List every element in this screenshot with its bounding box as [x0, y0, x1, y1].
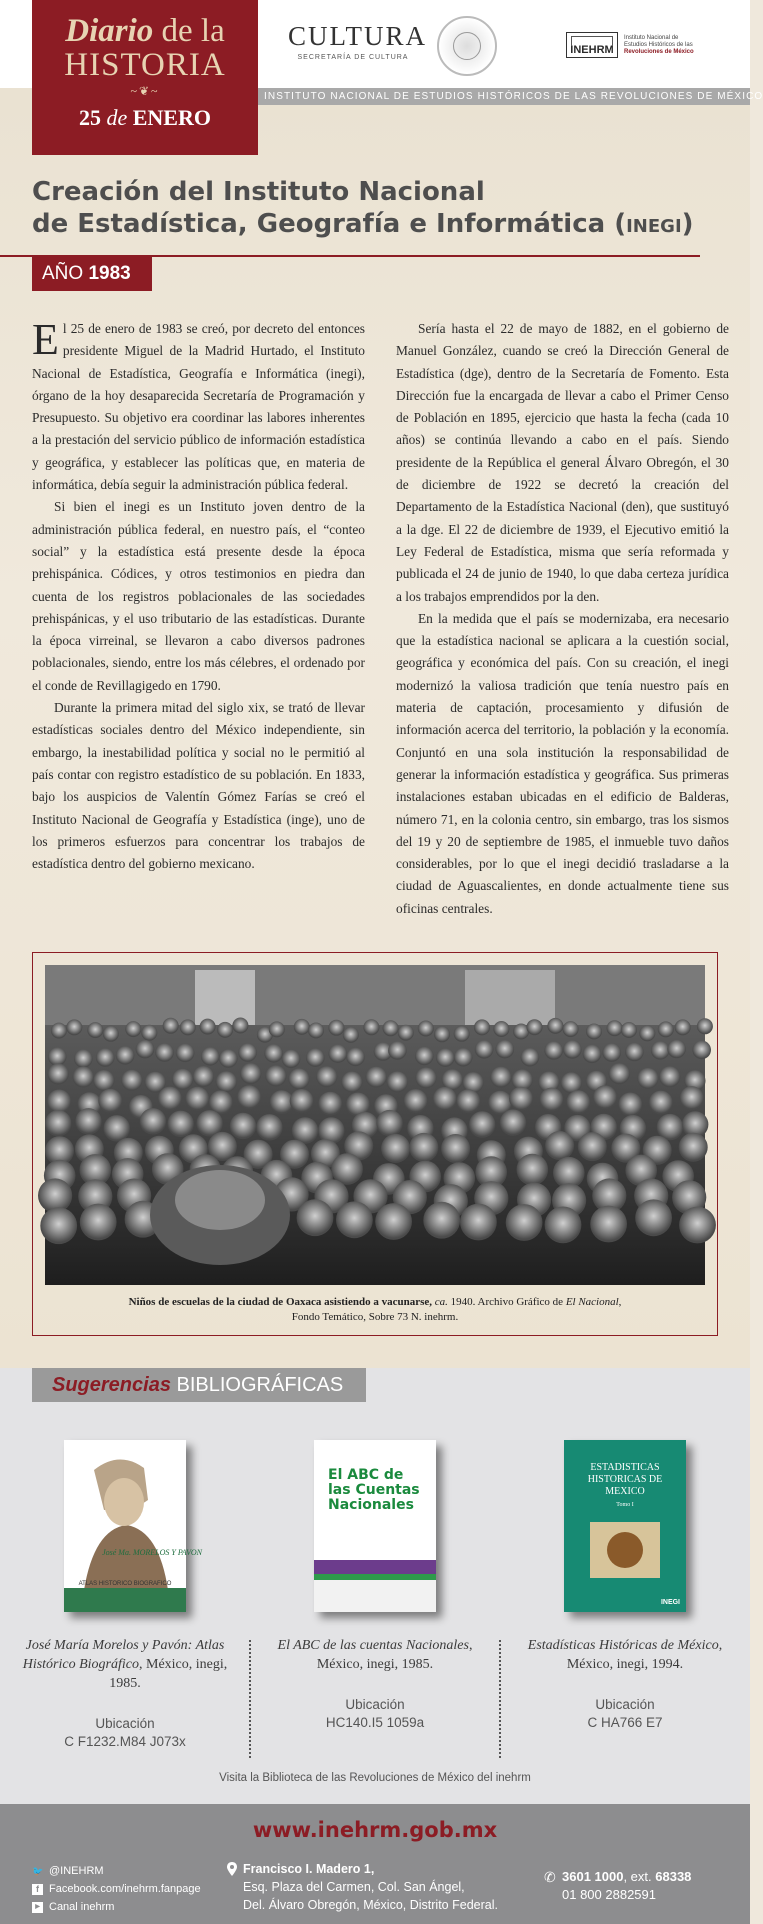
- inehrm-name: [624, 35, 694, 56]
- cultura-title: CULTURA: [288, 21, 428, 51]
- cover-title: ESTADISTICAS HISTORICAS DE MEXICO: [587, 1462, 663, 1497]
- book-cover-morelos[interactable]: [64, 1440, 202, 1612]
- caption-newspaper: El Nacional: [565, 1296, 619, 1308]
- cover-volume: Tomo I: [616, 1502, 634, 1508]
- book-list: [0, 1440, 750, 1751]
- book-cover-estadisticas[interactable]: [564, 1440, 686, 1612]
- social-links: [32, 1862, 201, 1916]
- book-title: [0, 1636, 250, 1693]
- portrait-icon: [64, 1440, 202, 1612]
- inehrm-logo[interactable]: [566, 32, 694, 58]
- location-label: Ubicación: [345, 1697, 405, 1712]
- book-title-pub: , México, inegi, 1985.: [316, 1638, 473, 1672]
- badge-title: [32, 14, 258, 48]
- article-body: [32, 315, 729, 920]
- year-value: 1983: [88, 263, 131, 284]
- year-label: AÑO: [42, 263, 84, 284]
- footer: [0, 1804, 750, 1924]
- year-badge: [32, 257, 152, 291]
- caption-archive: 1940. Archivo Gráfico de: [450, 1296, 564, 1308]
- badge-historia: HISTORIA: [64, 47, 226, 83]
- cultura-logo[interactable]: [288, 21, 428, 61]
- twitter-handle: @INEHRM: [49, 1865, 104, 1877]
- cover-publisher: INEGI: [660, 1599, 680, 1606]
- badge-dela: de la: [153, 13, 225, 49]
- phone-main: 3601 1000: [562, 1869, 624, 1884]
- coin-image: [590, 1522, 660, 1578]
- dotted-divider: [499, 1640, 501, 1758]
- book-item[interactable]: [0, 1440, 250, 1751]
- facebook-link[interactable]: [32, 1880, 201, 1898]
- book-location: [0, 1715, 250, 1751]
- location-label: Ubicación: [95, 1716, 155, 1731]
- bibliography-heading: [32, 1368, 366, 1402]
- address: [243, 1860, 498, 1914]
- date-de: de: [106, 105, 128, 130]
- paragraph: Sería hasta el 22 de mayo de 1882, en el gobierno de Manuel González, cuando se creó la Dirección General de Estadística (dge), dentro de la Secretaría de Fomento. Esta Dirección fue la encargada de llevar a cabo el Primer Censo de Población en 1895, ejercicio que hasta la fecha (cada 10 años) se continúa llevando a cabo en el país. Siendo presidente de la República el general Álvaro Obregón, el 30 de diciembre de 1922 se decretó la creación del Departamento de la Estadística Nacional (den), que sustituyó a la dge. El 22 de diciembre de 1939, el Ejecutivo emitió la Ley Federal de Estadística, misma que sería reformada y publicada el 24 de junio de 1940, lo que daba certeza jurídica a los trabajos emprendidos por la den.: [396, 321, 729, 604]
- paragraph: Si bien el inegi es un Instituto joven dentro de la administración pública federal, en nuestro país, el “conteo social” y la estadística está presente desde la época prehispánica. Códices, y otros testimonios en piedra dan cuenta de los registros poblacionales de las sociedades prehispánicas, y el uso tributario de las estadísticas. Durante la época virreinal, se llevaron a cabo diversos padrones poblacionales, siendo, entre los más célebres, el ordenado por el conde de Revillagigedo en 1790.: [32, 499, 365, 693]
- phone-numbers: [544, 1868, 692, 1904]
- badge-date: [32, 105, 258, 131]
- book-location: [250, 1696, 500, 1732]
- phone-ext: 68338: [655, 1869, 692, 1884]
- library-note: Visita la Biblioteca de las Revoluciones de México del inehrm: [219, 1772, 531, 1784]
- book-cover-abc[interactable]: [314, 1440, 436, 1612]
- date-month: ENERO: [132, 105, 211, 130]
- paragraph-text: l 25 de enero de 1983 se creó, por decreto del entonces presidente Miguel de la Madrid Hurtado, el Instituto Nacional de Estadística, Geografía e Informática (inegi), órgano de la hoy desaparecida Secretaría de Programación y Presupuesto. Su objetivo era coordinar las labores inherentes a la prestación del servicio público de información estadística y geográfica, y establecer las políticas que, en materia de informática, debía seguir la administración pública federal.: [32, 321, 365, 493]
- inehrm-name-line1: Instituto Nacional de: [624, 34, 679, 41]
- svg-text:ATLAS HISTORICO BIOGRAFICO: ATLAS HISTORICO BIOGRAFICO: [78, 1581, 172, 1587]
- title-acronym: inegi: [626, 209, 682, 239]
- website-link[interactable]: www.inehrm.gob.mx: [252, 1818, 498, 1842]
- book-title-main: El ABC de las cuentas Nacionales: [277, 1638, 469, 1653]
- inehrm-name-line2: Estudios Históricos de las: [624, 41, 693, 48]
- heading-sugerencias: Sugerencias: [52, 1374, 171, 1396]
- paragraph: [32, 315, 365, 496]
- cultura-subtitle: SECRETARÍA DE CULTURA: [297, 54, 409, 61]
- location-label: Ubicación: [595, 1697, 655, 1712]
- location-code: HC140.I5 1059a: [325, 1715, 425, 1730]
- youtube-channel: Canal inehrm: [49, 1901, 115, 1913]
- phone-icon: ✆: [544, 1869, 556, 1885]
- date-day: 25: [78, 105, 101, 130]
- drop-cap: E: [32, 315, 59, 364]
- page-title: [32, 176, 722, 240]
- svg-text:José Ma. MORELOS Y PAVON: José Ma. MORELOS Y PAVON: [102, 1548, 202, 1557]
- inehrm-logo-text: INEHRM: [570, 44, 614, 56]
- photo-caption: Niños de escuelas de la ciudad de Oaxaca asistiendo a vacunarse, ca. 1940. Archivo Gráfico de El Nacional, Fondo Temático, Sobre 73 N. inehrm.: [128, 1296, 622, 1323]
- book-item[interactable]: [250, 1440, 500, 1751]
- caption-main: Niños de escuelas de la ciudad de Oaxaca asistiendo a vacunarse,: [128, 1296, 432, 1308]
- book-title-main: José María Morelos y Pavón: Atlas Histórico Biográfico: [22, 1638, 225, 1672]
- address-street: Francisco I. Madero 1,: [243, 1862, 375, 1876]
- book-location: [500, 1696, 750, 1732]
- dotted-divider: [249, 1640, 251, 1758]
- address-line2: Esq. Plaza del Carmen, Col. San Ángel,: [243, 1880, 465, 1894]
- phone-ext-label: , ext.: [623, 1869, 652, 1884]
- diario-badge: [32, 0, 258, 155]
- location-code: C HA766 E7: [587, 1715, 663, 1730]
- book-title: [250, 1636, 500, 1674]
- caption-line2: Fondo Temático, Sobre 73 N. inehrm.: [291, 1311, 459, 1323]
- cover-title: El ABC de las Cuentas Nacionales: [328, 1467, 420, 1513]
- inehrm-name-line3: Revoluciones de México: [624, 48, 694, 55]
- national-seal-icon: [437, 16, 497, 76]
- historical-photo[interactable]: [45, 965, 705, 1285]
- youtube-icon: ▶: [32, 1902, 43, 1913]
- youtube-link[interactable]: [32, 1898, 201, 1916]
- book-item[interactable]: [500, 1440, 750, 1751]
- children-crowd-image: [45, 965, 705, 1285]
- heading-bibliograficas: BIBLIOGRÁFICAS: [176, 1374, 344, 1396]
- institute-strip: INSTITUTO NACIONAL DE ESTUDIOS HISTÓRICOS DE LAS REVOLUCIONES DE MÉXICO: [258, 88, 750, 105]
- paragraph: Durante la primera mitad del siglo xix, se trató de llevar estadísticas sociales dentro del México independiente, sin embargo, la inestabilidad política y social no le permitió al país contar con registro estadístico de su población. En 1833, bajo los auspicios de Valentín Gómez Farías se creó el Instituto Nacional de Geografía y Estadística (inge), uno de los primeros esfuerzos para concentrar los trabajos de estadística dentro del gobierno mexicano.: [32, 700, 365, 872]
- title-line2: de Estadística, Geografía e Informática (: [32, 209, 627, 239]
- facebook-icon: f: [32, 1884, 43, 1895]
- location-pin-icon: [227, 1862, 237, 1876]
- title-close: ): [681, 209, 694, 239]
- book-title-pub: , México, inegi, 1985.: [109, 1657, 228, 1691]
- article-column-2: [396, 318, 729, 920]
- twitter-icon: 🐦: [32, 1865, 44, 1876]
- book-title-main: Estadísticas Históricas de México: [527, 1638, 719, 1653]
- twitter-link[interactable]: [32, 1862, 201, 1880]
- caption-ca: ca.: [434, 1296, 448, 1308]
- phone-tollfree: 01 800 2882591: [562, 1887, 656, 1902]
- ornament-icon: ~❦~: [130, 84, 160, 98]
- badge-diario: Diario: [65, 13, 154, 49]
- title-line1: Creación del Instituto Nacional: [32, 177, 485, 207]
- address-line3: Del. Álvaro Obregón, México, Distrito Federal.: [243, 1898, 498, 1912]
- book-title-pub: , México, inegi, 1994.: [566, 1638, 723, 1672]
- book-title: [500, 1636, 750, 1674]
- article-column-1: [32, 315, 365, 920]
- location-code: C F1232.M84 J073x: [64, 1734, 186, 1749]
- photo-frame: [32, 952, 718, 1336]
- inehrm-building-icon: [566, 32, 618, 58]
- paragraph: En la medida que el país se modernizaba, era necesario que la estadística nacional se aplicara a la cuestión social, geográfica y económica del país. Con su creación, el inegi modernizó la valiosa tradición que tenía nuestro país en materia de captación, procesamiento y difusión de información acerca del territorio, la población y la economía. Conjuntó en una sola institución la responsabilidad de generar la información estadística y geográfica. Sus primeras instalaciones estaban ubicadas en el edificio de Balderas, número 71, en la colonia centro, sin embargo, tras los sismos del 19 y 20 de septiembre de 1985, el inmueble tuvo daños considerables, por lo que el inegi decidió trasladarse a la ciudad de Aguascalientes, en donde actualmente tiene sus oficinas centrales.: [396, 610, 729, 916]
- facebook-url: Facebook.com/inehrm.fanpage: [49, 1883, 201, 1895]
